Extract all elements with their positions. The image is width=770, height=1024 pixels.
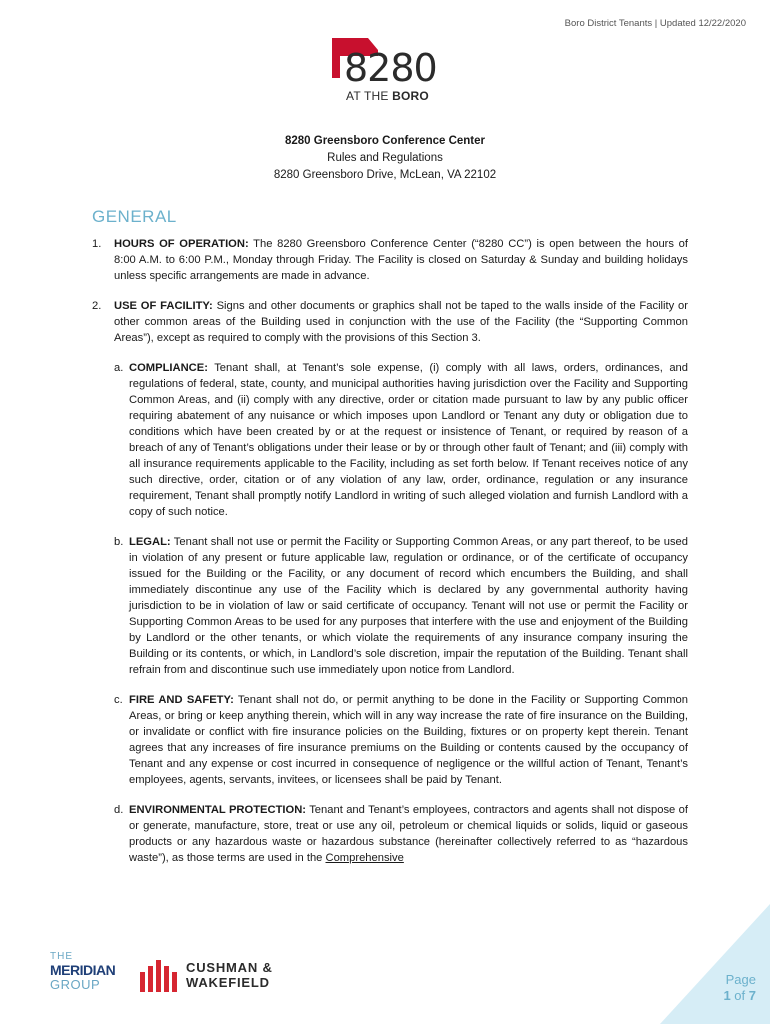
cushman-wakefield-icon	[138, 958, 182, 992]
meridian-group: GROUP	[50, 977, 101, 992]
document-title-block	[0, 133, 770, 184]
header-note: Boro District Tenants | Updated 12/22/2020	[564, 18, 746, 29]
document-subtitle: Rules and Regulations	[327, 152, 443, 164]
item-number: 2.	[92, 300, 102, 312]
sub-item-letter: d.	[114, 804, 124, 816]
section-heading-general: GENERAL	[92, 207, 177, 226]
item-number: 1.	[92, 238, 102, 250]
8280-logo	[330, 36, 445, 104]
list-item-use-of-facility	[92, 298, 688, 346]
cw-line2: WAKEFIELD	[186, 975, 270, 990]
logo-suffix: BORO	[392, 89, 429, 103]
sub-item-letter: b.	[114, 536, 124, 548]
page-total: 7	[748, 988, 756, 1003]
sub-item-compliance	[92, 360, 688, 520]
page-word: Page	[725, 972, 756, 987]
sub-item-text: Tenant shall not use or permit the Facility or Supporting Common Areas, or any part thereof, to be used in violation of any present or future applicable law, regulation or ordinance, or of the certificate of occupancy issued for the Building or the Facility, or any document of record which encumbers the Building, and shall immediately discontinue any use of the Facility which is declared by any governmental authority having jurisdiction to be in violation of law or said certificate of occupancy. Tenant will not use or permit the Facility or Supporting Common Areas to be used for any purposes that interfere with the use and enjoyment of the Building by Landlord or the other tenants, or which violate the requirements of any insurance company insuring the Building or its contents, or which, in Landlord’s sole discretion, impair the reputation of the Building. Tenant shall refrain from and discontinue such use immediately upon notice from Landlord.	[129, 536, 688, 676]
item-label: HOURS OF OPERATION:	[114, 238, 249, 250]
sub-item-label: ENVIRONMENTAL PROTECTION:	[129, 804, 307, 816]
cushman-wakefield-logo	[186, 960, 273, 990]
sub-item-label: FIRE AND SAFETY:	[129, 694, 234, 706]
logo-prefix: AT THE	[346, 89, 389, 103]
sub-item-legal	[92, 534, 688, 678]
sub-item-environmental	[92, 802, 688, 866]
meridian-name: MERIDIAN	[50, 962, 116, 978]
page-of: of	[730, 988, 749, 1003]
sub-item-fire-safety	[92, 692, 688, 788]
item-text: The 8280 Greensboro Conference Center (“8280 CC”) is open between the hours of 8:00 A.M. to 6:00 P.M., Monday through Friday. The Facility is closed on Saturday & Sunday and building holidays unless specific arrangements are made in advance.	[114, 238, 688, 282]
corner-decoration	[660, 904, 770, 1024]
list-item-hours	[92, 236, 688, 284]
sub-item-letter: a.	[114, 362, 124, 374]
page-number: 1	[723, 988, 731, 1003]
document-body	[92, 236, 688, 880]
meridian-group-logo	[50, 952, 130, 1000]
item-text: Signs and other documents or graphics shall not be taped to the walls inside of the Facility or other common areas of the Building used in conjunction with the use of the Facility (the “Supporting Common Areas”), except as required to comply with the provisions of this Section 3.	[114, 300, 688, 344]
logo-tagline	[346, 89, 429, 103]
document-address: 8280 Greensboro Drive, McLean, VA 22102	[273, 169, 497, 181]
sub-item-label: COMPLIANCE:	[129, 362, 208, 374]
sub-item-text: Tenant and Tenant’s employees, contractors and agents shall not dispose of or generate, manufacture, store, treat or use any oil, petroleum or chemical liquids or solids, liquid or gaseous products or any hazardous waste or hazardous substance (hereinafter collectively referred to as “hazardous waste”), as those terms are used in the	[129, 804, 688, 864]
document-title: 8280 Greensboro Conference Center	[284, 135, 486, 147]
item-label: USE OF FACILITY:	[114, 300, 213, 312]
sub-item-label: LEGAL:	[129, 536, 171, 548]
sub-item-text: Tenant shall, at Tenant’s sole expense, (i) comply with all laws, orders, ordinances, and regulations of federal, state, county, and municipal authorities having jurisdiction over the Facility and Supporting Common Areas, and (ii) comply with any directive, order or citation made pursuant to law by any public officer requiring abatement of any nuisance or which imposes upon Landlord or Tenant any duty or obligation due to conditions which have been created by or at the request or insistence of Tenant, or required by reason of a breach of any of Tenant’s obligations under their lease or by or through other fault of Tenant; and (iii) comply with all insurance requirements applicable to the Facility, including as set forth below. If Tenant receives notice of any such directive, order, citation or of any violation of any law, order, ordinance, regulation or any insurance requirement, Tenant shall promptly notify Landlord in writing of such alleged violation and furnish Landlord with a copy of such notice.	[129, 362, 688, 518]
logo-number: 8280	[344, 46, 437, 90]
sub-item-underlined-term: Comprehensive	[325, 852, 404, 864]
cw-line1: CUSHMAN &	[186, 960, 273, 975]
sub-item-text: Tenant shall not do, or permit anything to be done in the Facility or Supporting Common Areas, or bring or keep anything therein, which will in any way increase the rate of fire insurance on the Building, or invalidate or conflict with fire insurance policies on the Building, fixtures or on property kept therein. Tenant agrees that any increases of fire insurance premiums on the Building or contents caused by the occupancy of Tenant and any expense or cost incurred in consequence of negligence or the willful action of Tenant, Tenant’s employees, agents, servants, invitees, or licensees shall be paid by Tenant.	[129, 694, 688, 786]
meridian-the: THE	[50, 951, 73, 962]
page-indicator	[723, 972, 756, 1004]
sub-item-letter: c.	[114, 694, 123, 706]
